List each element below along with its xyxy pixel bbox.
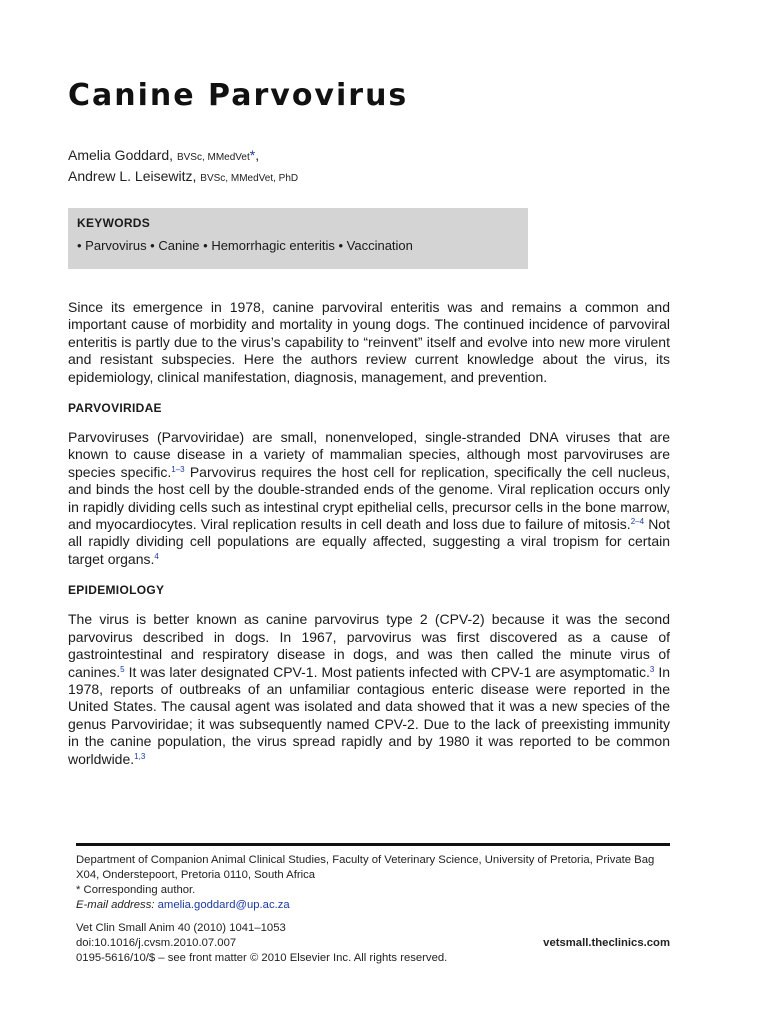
email-label: E-mail address: [76,899,155,911]
corresponding-note: * Corresponding author. [76,884,196,896]
keywords-box [68,208,528,269]
reference-link[interactable]: 1,3 [134,751,146,761]
copyright: 0195-5616/10/$ – see front matter © 2010 Elsevier Inc. All rights reserved. [76,952,448,964]
keywords-heading: KEYWORDS [77,216,151,230]
footer-divider [76,843,670,846]
doi: doi:10.1016/j.cvsm.2010.07.007 [76,937,237,949]
section-heading-epidemiology: EPIDEMIOLOGY [68,583,165,598]
author-name: Amelia Goddard, [68,147,174,163]
reference-link[interactable]: 4 [154,551,159,561]
keywords-list: • Parvovirus • Canine • Hemorrhagic enteritis • Vaccination [77,238,413,253]
email-link[interactable]: amelia.goddard@up.ac.za [157,899,290,911]
abstract-paragraph: Since its emergence in 1978, canine parvoviral enteritis was and remains a common and important cause of morbidity and mortality in young dogs. The continued incidence of parvoviral enteritis is partly due to the virus’s capability to “reinvent” itself and evolve into new more virulent and resistant subspecies. Here the authors review current knowledge about the virus, its epidemiology, clinical manifestation, diagnosis, management, and prevention. [68,299,670,385]
author-1: Amelia Goddard, BVSc, MMedVet*, [68,147,260,163]
reference-link[interactable]: 5 [120,664,125,674]
journal-citation: Vet Clin Small Anim 40 (2010) 1041–1053 [76,922,286,934]
affiliation: Department of Companion Animal Clinical Studies, Faculty of Veterinary Science, University of Pretoria, Private Bag X04, Onderstepoort, Pretoria 0110, South Africa [76,854,655,881]
reference-link[interactable]: 2–4 [630,517,645,527]
section-heading-parvoviridae: PARVOVIRIDAE [68,401,162,416]
parvoviridae-paragraph: Parvoviruses (Parvoviridae) are small, nonenveloped, single-stranded DNA viruses that are known to cause disease in a variety of mammalian species, although most parvoviruses are species specific.$^{1-3}$ Parvovirus requires the host cell for replication, specifically the cell nucleus, and binds the host cell by the double-stranded ends of the genome. Viral replication occurs only in rapidly dividing cells such as intestinal crypt epithelial cells, precursor cells in the bone marrow, and myocardiocytes. Viral replication results in cell death and loss due to failure of mitosis.$^{2-4}$ Not all rapidly dividing cell populations are equally affected, suggesting a viral tropism for certain target organs.$^4$ [68,429,670,567]
journal-site-link[interactable]: vetsmall.theclinics.com [543,937,670,949]
reference-link[interactable]: 1–3 [171,464,185,474]
email-line [76,898,670,913]
citation-block [76,921,670,966]
author-degrees: BVSc, MMedVet [176,152,250,163]
footnotes [76,853,670,966]
author-list [68,146,298,188]
reference-link[interactable]: 3 [649,664,655,674]
article-title: Canine Parvovirus [68,78,409,113]
epidemiology-paragraph: The virus is better known as canine parvovirus type 2 (CPV-2) because it was the second parvovirus described in dogs. In 1967, parvovirus was first discovered as a cause of gastrointestinal and respiratory disease in dogs, and was then called the minute virus of canines.$^5$ It was later designated CPV-1. Most patients infected with CPV-1 are asymptomatic.$^3$ In 1978, reports of outbreaks of an unfamiliar contagious enteric disease were reported in the United States. The causal agent was isolated and data showed that it was a new species of the genus Parvoviridae; it was subsequently named CPV-2. Due to the lack of preexisting immunity in the canine population, the virus spread rapidly and by 1980 it was reported to be common worldwide.$^{1,3}$ [68,611,670,767]
author-degrees: BVSc, MMedVet, PhD [200,173,299,184]
article-body [68,299,670,768]
author-2 [68,167,298,188]
author-name: Andrew L. Leisewitz, [68,168,197,184]
corresponding-author-link[interactable]: * [249,147,256,163]
